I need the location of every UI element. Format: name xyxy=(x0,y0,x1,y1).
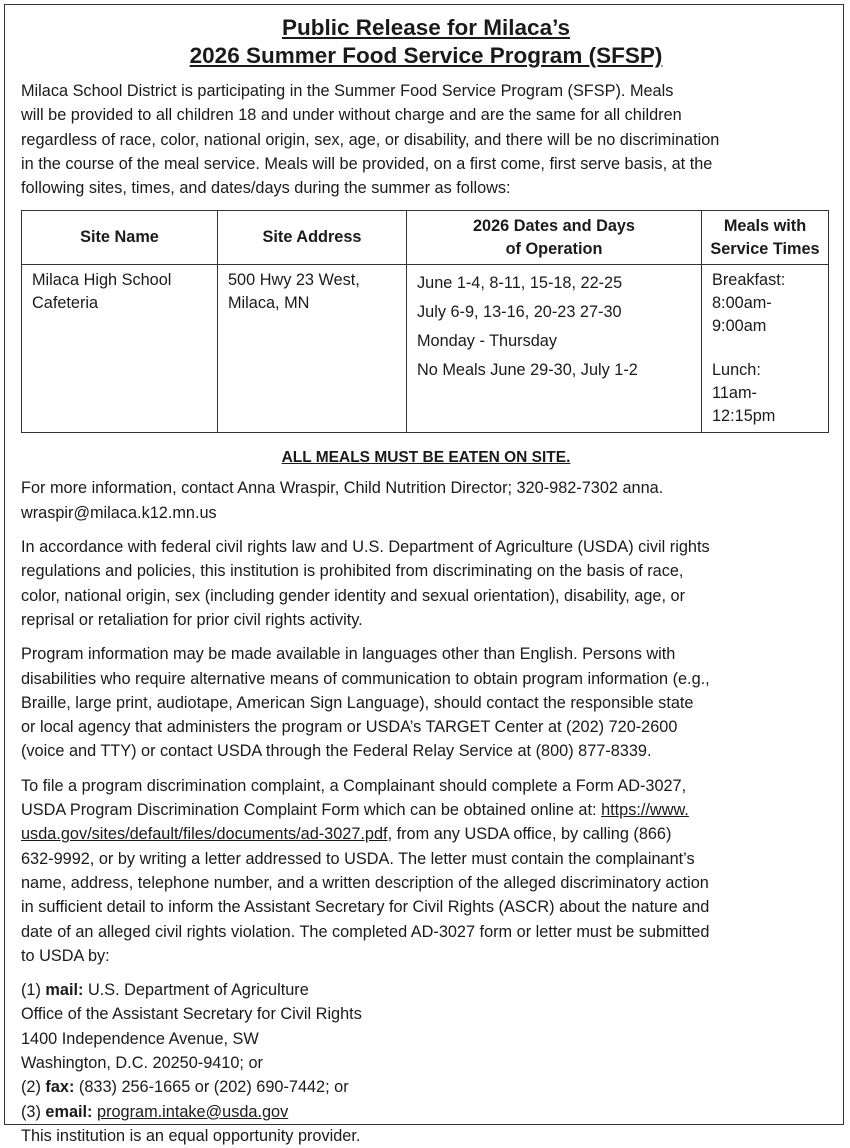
program-info-line: disabilities who require alternative means of communication to obtain program information (e.g., xyxy=(21,669,710,688)
site-name-line-1: Milaca High School xyxy=(32,271,172,290)
program-info-line: Program information may be made available in languages other than English. Persons with xyxy=(21,645,676,664)
breakfast-time: 8:00am-9:00am xyxy=(712,294,772,336)
complaint-line: name, address, telephone number, and a written description of the alleged discriminatory action xyxy=(21,873,709,892)
address-line-1: 500 Hwy 23 West, xyxy=(228,271,360,290)
fax-prefix: (2) xyxy=(21,1078,46,1097)
equal-opportunity-statement: This institution is an equal opportunity provider. xyxy=(21,1126,361,1145)
program-info-line: (voice and TTY) or contact USDA through the Federal Relay Service at (800) 877-8339. xyxy=(21,742,652,761)
intro-line: in the course of the meal service. Meals will be provided, on a first come, first serve basis, at the xyxy=(21,154,713,173)
mail-address-line-4: Washington, D.C. 20250-9410; or xyxy=(21,1054,263,1073)
site-name-line-2: Cafeteria xyxy=(32,294,99,313)
program-info-paragraph xyxy=(21,642,831,763)
cell-site-address xyxy=(218,265,407,433)
header-site-address: Site Address xyxy=(218,211,407,265)
intro-paragraph xyxy=(21,79,831,200)
table-row xyxy=(22,265,829,433)
fax-label: fax: xyxy=(45,1078,75,1097)
contact-paragraph xyxy=(21,476,831,525)
cell-dates xyxy=(407,265,702,433)
complaint-line: To file a program discrimination complaint, a Complainant should complete a Form AD-3027, xyxy=(21,776,687,795)
header-dates xyxy=(407,211,702,265)
site-schedule-table xyxy=(21,210,829,433)
mail-label: mail: xyxy=(45,981,84,1000)
email-line xyxy=(21,1100,831,1124)
contact-line-2: wraspir@milaca.k12.mn.us xyxy=(21,503,217,522)
breakfast-label: Breakfast: xyxy=(712,271,786,290)
header-site-name: Site Name xyxy=(22,211,218,265)
civil-rights-paragraph xyxy=(21,535,831,632)
dates-line: Monday - Thursday xyxy=(417,332,557,351)
complaint-line: 632-9992, or by writing a letter addressed to USDA. The letter must contain the complainant’s xyxy=(21,849,695,868)
intro-line: regardless of race, color, national origin, sex, age, or disability, and there will be no discrimination xyxy=(21,130,720,149)
complaint-form-link-continued[interactable]: usda.gov/sites/default/files/documents/ad-3027.pdf xyxy=(21,825,388,844)
fax-line xyxy=(21,1075,831,1099)
document-content xyxy=(21,14,831,1148)
email-link[interactable]: program.intake@usda.gov xyxy=(97,1102,289,1121)
complaint-line: USDA Program Discrimination Complaint Form which can be obtained online at: xyxy=(21,801,602,820)
header-dates-line-2: of Operation xyxy=(505,239,603,258)
civil-rights-line: In accordance with federal civil rights law and U.S. Department of Agriculture (USDA) civil rights xyxy=(21,538,710,557)
intro-line: Milaca School District is participating in the Summer Food Service Program (SFSP). Meals xyxy=(21,82,674,100)
dates-line: June 1-4, 8-11, 15-18, 22-25 xyxy=(417,274,623,293)
mail-address-line-2: Office of the Assistant Secretary for Civil Rights xyxy=(21,1005,362,1024)
complaint-paragraph xyxy=(21,774,831,968)
mail-line xyxy=(21,978,831,1002)
fax-numbers: (833) 256-1665 or (202) 690-7442; or xyxy=(74,1078,349,1097)
header-meals xyxy=(702,211,829,265)
mail-address-line-3: 1400 Independence Avenue, SW xyxy=(21,1029,259,1048)
header-meals-line-1: Meals with xyxy=(723,216,807,235)
lunch-label: Lunch: xyxy=(712,361,761,380)
complaint-line: to USDA by: xyxy=(21,946,110,965)
complaint-form-link[interactable]: https://www. xyxy=(601,801,689,820)
address-line-2: Milaca, MN xyxy=(228,294,310,313)
cell-meals xyxy=(702,265,829,433)
lunch-time: 11am-12:15pm xyxy=(712,384,776,426)
title-line-1: Public Release for Milaca’s xyxy=(281,15,571,40)
page-title xyxy=(21,14,831,70)
email-prefix: (3) xyxy=(21,1102,46,1121)
title-line-2: 2026 Summer Food Service Program (SFSP) xyxy=(189,43,663,68)
civil-rights-line: color, national origin, sex (including gender identity and sexual orientation), disability, age, or xyxy=(21,586,686,605)
mail-address-line-1: U.S. Department of Agriculture xyxy=(83,981,309,1000)
intro-line: will be provided to all children 18 and under without charge and are the same for all children xyxy=(21,106,682,125)
dates-line: July 6-9, 13-16, 20-23 27-30 xyxy=(417,303,622,322)
dates-line: No Meals June 29-30, July 1-2 xyxy=(417,361,638,380)
header-meals-line-2: Service Times xyxy=(710,239,820,258)
header-dates-line-1: 2026 Dates and Days xyxy=(472,216,635,235)
complaint-line: , from any USDA office, by calling (866) xyxy=(387,825,672,844)
mail-prefix: (1) xyxy=(21,981,46,1000)
civil-rights-line: regulations and policies, this institution is prohibited from discriminating on the basis of race, xyxy=(21,562,684,581)
meals-spacer xyxy=(712,338,819,359)
contact-line-1: For more information, contact Anna Wraspir, Child Nutrition Director; 320-982-7302 anna. xyxy=(21,479,664,498)
complaint-line: date of an alleged civil rights violation. The completed AD-3027 form or letter must be submitted xyxy=(21,922,710,941)
program-info-line: Braille, large print, audiotape, American Sign Language), should contact the responsible state xyxy=(21,693,694,712)
intro-line: following sites, times, and dates/days during the summer as follows: xyxy=(21,179,511,198)
email-label: email: xyxy=(45,1102,93,1121)
program-info-line: or local agency that administers the program or USDA’s TARGET Center at (202) 720-2600 xyxy=(21,718,678,737)
cell-site-name xyxy=(22,265,218,433)
complaint-line: in sufficient detail to inform the Assistant Secretary for Civil Rights (ASCR) about the nature and xyxy=(21,898,710,917)
on-site-notice: ALL MEALS MUST BE EATEN ON SITE. xyxy=(281,449,571,467)
submission-methods xyxy=(21,978,831,1148)
civil-rights-line: reprisal or retaliation for prior civil rights activity. xyxy=(21,610,363,629)
table-header-row xyxy=(22,211,829,265)
